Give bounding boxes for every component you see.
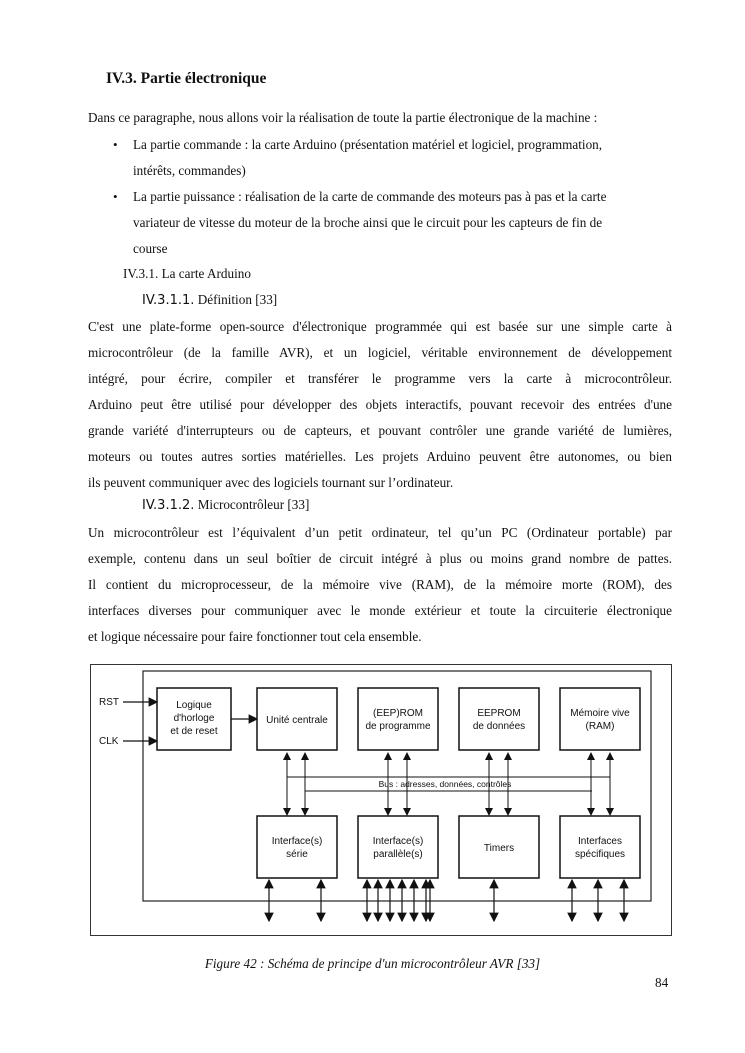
figure-caption: Figure 42 : Schéma de principe d'un microcontrôleur AVR [33] — [204, 956, 541, 971]
definition-line: intégré, pour écrire, compiler et transférer le programme vers la carte à microcontrôleur. — [88, 371, 672, 386]
specific-line-1: Interfaces — [578, 836, 622, 847]
serial-line-2: série — [286, 849, 308, 860]
parallel-line-2: parallèle(s) — [373, 849, 423, 860]
definition-line: Arduino peut être utilisé pour développer des objets interactifs, pouvant recevoir des entrées d'une — [88, 397, 672, 412]
timers-label: Timers — [483, 843, 515, 854]
serial-box — [257, 816, 337, 878]
micro-title: Microcontrôleur [33] — [197, 497, 310, 512]
definition-line: C'est une plate-forme open-source d'électronique programmée qui est basée sur une simple carte à — [88, 319, 672, 334]
specific-box — [560, 816, 640, 878]
parallel-box — [358, 816, 438, 878]
micro-line: Il contient du microprocesseur, de la mémoire vive (RAM), de la mémoire morte (ROM), des — [88, 577, 672, 592]
eeprom-line-2: de données — [472, 721, 526, 732]
micro-heading — [142, 497, 309, 513]
ram-line-2: (RAM) — [585, 721, 615, 732]
figure-frame — [90, 664, 672, 936]
definition-line: grande variété d'interrupteurs ou de capteurs, et pouvant contrôler une grande variété de lumières, — [88, 423, 672, 438]
section-title: IV.3. Partie électronique — [106, 70, 267, 87]
definition-line: ils peuvent communiquer avec des logiciels tournant sur l’ordinateur. — [88, 475, 454, 490]
definition-number: IV.3.1.1. — [142, 293, 195, 308]
prog-rom-box — [358, 688, 438, 750]
prog-rom-line-1: (EEP)ROM — [373, 708, 423, 719]
prog-rom-line-2: de programme — [365, 721, 431, 732]
ram-line-1: Mémoire vive — [570, 708, 630, 719]
bullet-2-line-1: La partie puissance : réalisation de la carte de commande des moteurs pas à pas et la carte — [133, 189, 607, 204]
bus-label: Bus : adresses, données, contrôles — [378, 779, 512, 789]
eeprom-line-1: EEPROM — [477, 708, 521, 719]
subsection-title: IV.3.1. La carte Arduino — [123, 266, 251, 281]
rst-label: RST — [99, 697, 119, 708]
micro-line: et logique nécessaire pour faire fonctionner tout cela ensemble. — [88, 629, 422, 644]
definition-title: Définition [33] — [197, 292, 278, 307]
definition-heading — [142, 292, 277, 308]
serial-line-1: Interface(s) — [271, 836, 323, 847]
bullet-icon: • — [113, 189, 118, 204]
intro-paragraph: Dans ce paragraphe, nous allons voir la réalisation de toute la partie électronique de la machine : — [88, 110, 598, 125]
ram-box — [560, 688, 640, 750]
clock-line-2: d'horloge — [173, 713, 215, 724]
eeprom-box — [459, 688, 539, 750]
parallel-line-1: Interface(s) — [372, 836, 424, 847]
bullet-2-line-2: variateur de vitesse du moteur de la broche ainsi que le circuit pour les capteurs de fin de — [133, 215, 603, 230]
clock-line-1: Logique — [176, 700, 212, 711]
avr-block-diagram — [91, 665, 671, 935]
micro-line: exemple, contenu dans un seul boîtier de circuit intégré à plus ou moins grand nombre de pattes. — [88, 551, 672, 566]
micro-number: IV.3.1.2. — [142, 498, 195, 513]
definition-line: moteurs ou toutes autres sorties matérielles. Les projets Arduino peuvent être autonomes, ou bien — [88, 449, 672, 464]
micro-line: Un microcontrôleur est l’équivalent d’un petit ordinateur, tel qu’un PC (Ordinateur portable) par — [88, 525, 672, 540]
bullet-icon: • — [113, 137, 118, 152]
page-number: 84 — [655, 975, 669, 990]
bullet-1-line-2: intérêts, commandes) — [133, 163, 246, 178]
bullet-1-line-1: La partie commande : la carte Arduino (présentation matériel et logiciel, programmation, — [133, 137, 603, 152]
bullet-2-line-3: course — [133, 241, 168, 256]
cpu-label: Unité centrale — [266, 715, 328, 726]
definition-line: microcontrôleur (de la famille AVR), et un logiciel, véritable environnement de développement — [88, 345, 672, 360]
clk-label: CLK — [99, 736, 119, 747]
clock-line-3: et de reset — [170, 726, 218, 737]
micro-line: interfaces diverses pour communiquer avec le monde extérieur et toute la circuiterie électronique — [88, 603, 672, 618]
specific-line-2: spécifiques — [574, 849, 626, 860]
